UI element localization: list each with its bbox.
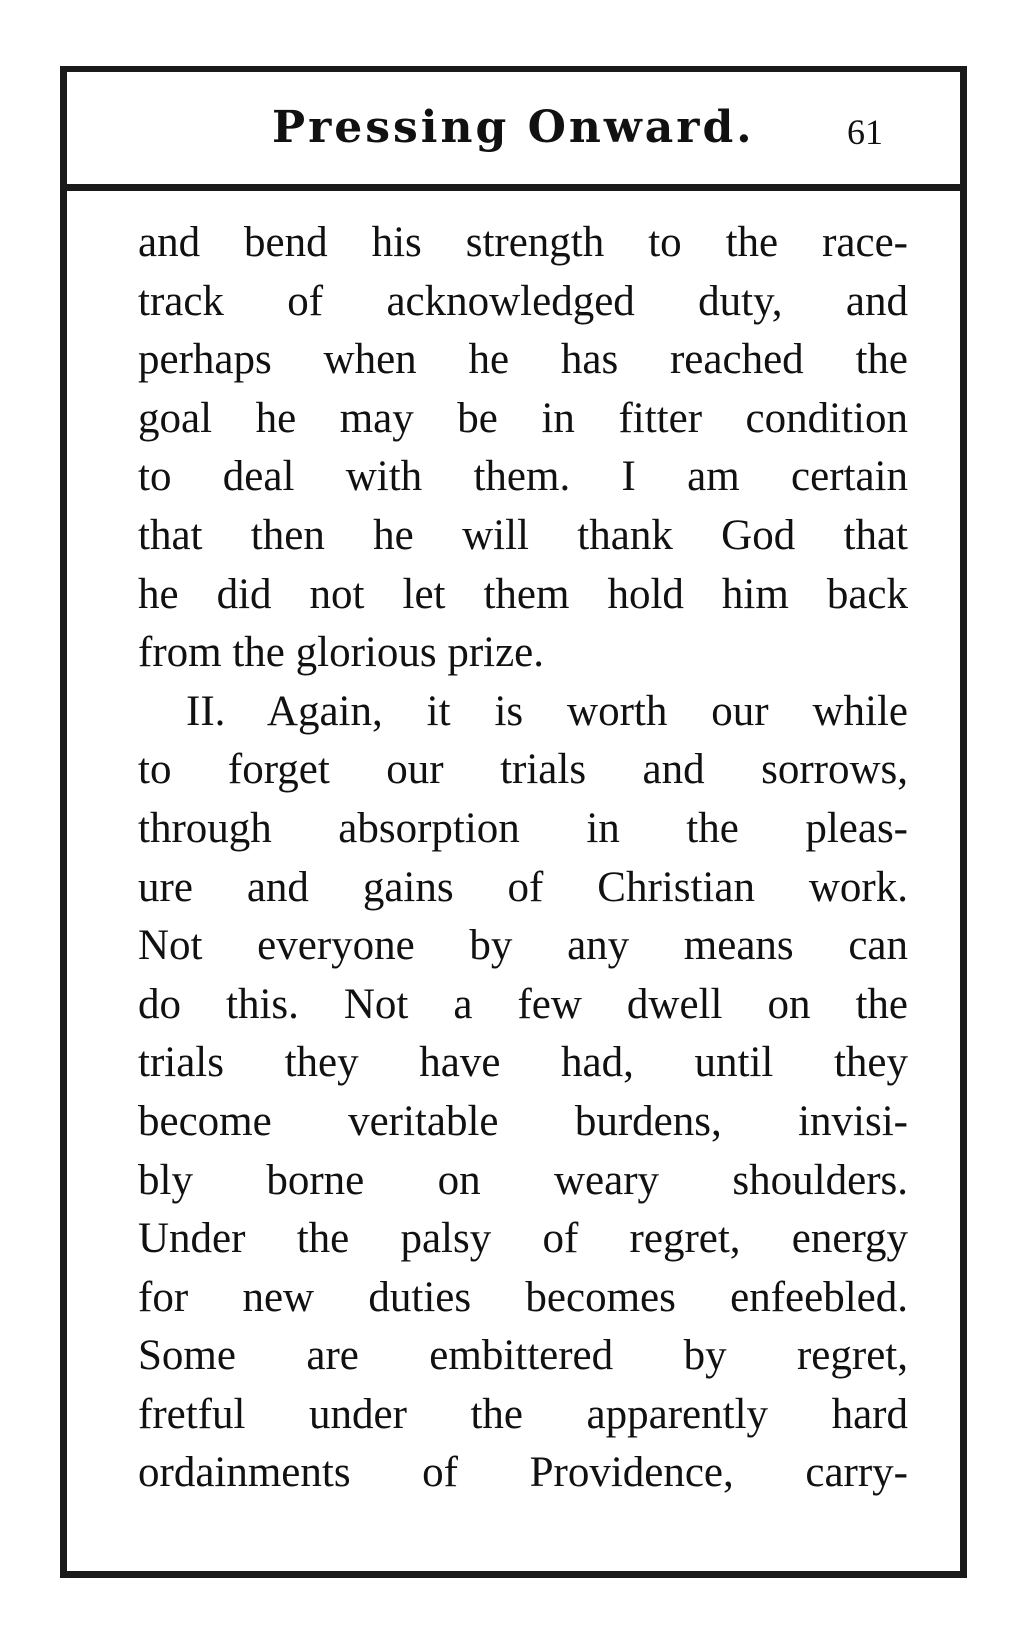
text-line: for new duties becomes enfeebled. <box>138 1273 908 1321</box>
text-line: Not everyone by any means can <box>138 922 908 970</box>
text-line: fretful under the apparently hard <box>138 1390 908 1438</box>
text-line: bly borne on weary shoulders. <box>138 1156 908 1204</box>
text-line: II. Again, it is worth our while <box>186 687 908 735</box>
text-line: become veritable burdens, invisi- <box>138 1097 908 1145</box>
text-line: to deal with them. I am certain <box>138 453 908 501</box>
text-line: trials they have had, until they <box>138 1039 908 1087</box>
text-line: do this. Not a few dwell on the <box>138 980 908 1028</box>
text-line: perhaps when he has reached the <box>138 336 908 384</box>
text-line: he did not let them hold him back <box>138 570 908 618</box>
text-line: track of acknowledged duty, and <box>138 277 908 325</box>
text-line: that then he will thank God that <box>138 511 908 559</box>
body-text <box>138 214 908 1503</box>
text-line: to forget our trials and sorrows, <box>138 746 908 794</box>
running-title: Pressing Onward. <box>272 102 755 153</box>
text-line: Under the palsy of regret, energy <box>138 1215 908 1263</box>
text-line: and bend his strength to the race- <box>138 219 908 266</box>
text-line: from the glorious prize. <box>138 629 545 677</box>
text-line: through absorption in the pleas- <box>138 804 908 852</box>
page-frame <box>60 66 967 1578</box>
text-line: Some are embittered by regret, <box>138 1332 908 1380</box>
text-line: ordainments of Providence, carry- <box>138 1449 908 1497</box>
running-header <box>67 72 960 191</box>
page-number: 61 <box>847 112 883 152</box>
text-line: goal he may be in fitter condition <box>138 394 908 442</box>
text-line: ure and gains of Christian work. <box>138 863 908 911</box>
